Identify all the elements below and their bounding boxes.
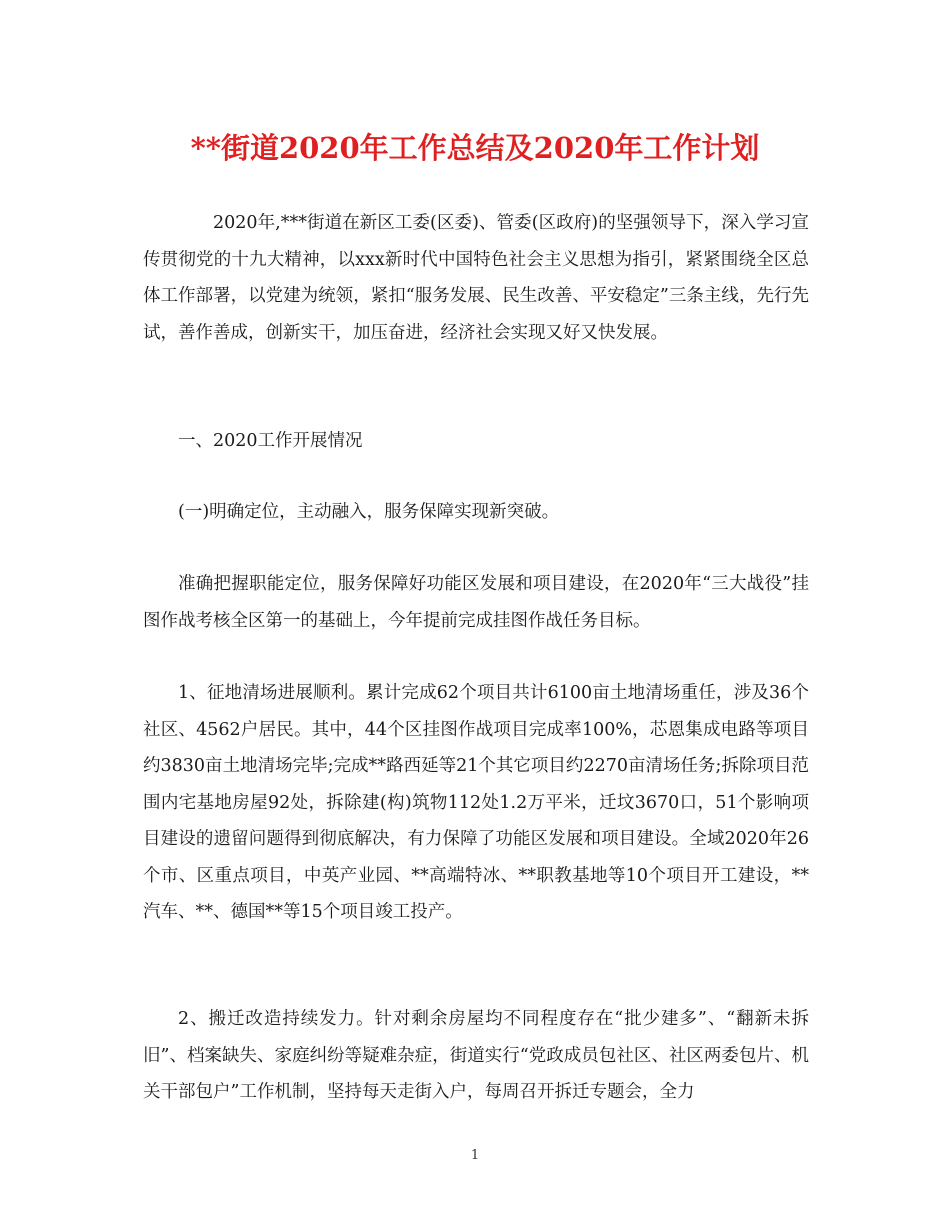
section-heading-1 [143,423,809,460]
paragraph-positioning-text: 准确把握职能定位，服务保障好功能区发展和项目建设，在2020年“三大战役”挂图作战考核全区第一的基础上，今年提前完成挂图作战任务目标。 [143,574,809,631]
paragraph-land-clearing-text: 1、征地清场进展顺利。累计完成62个项目共计6100亩土地清场重任，涉及36个社区、4562户居民。其中，44个区挂图作战项目完成率100%，芯恩集成电路等项目约3830亩土地清场完毕;完成**路西延等21个其它项目约2270亩清场任务;拆除项目范围内宅基地房屋92处，拆除建(构)筑物112处1.2万平米，迁坟3670口，51个影响项目建设的遗留问题得到彻底解决，有力保障了功能区发展和项目建设。全域2020年26个市、区重点项目，中英产业园、**高端特冰、**职教基地等10个项目开工建设，**汽车、**、德国**等15个项目竣工投产。 [143,683,809,922]
page-number: 1 [470,1148,480,1163]
paragraph-positioning [143,566,809,639]
section-heading-1-text: 一、2020工作开展情况 [178,431,363,451]
subsection-heading-1-text: (一)明确定位，主动融入，服务保障实现新突破。 [178,502,560,522]
document-title: **街道2020年工作总结及2020年工作计划 [190,131,760,165]
subsection-heading-1 [143,494,809,531]
paragraph-relocation [143,1001,809,1111]
paragraph-land-clearing [143,675,809,931]
paragraph-relocation-text: 2、搬迁改造持续发力。针对剩余房屋均不同程度存在“批少建多”、“翻新未拆旧”、档案缺失、家庭纠纷等疑难杂症，街道实行“党政成员包社区、社区两委包片、机关干部包户”工作机制，坚持每天走街入户，每周召开拆迁专题会，全力 [143,1009,809,1102]
intro-text: 2020年,***街道在新区工委(区委)、管委(区政府)的坚强领导下，深入学习宣传贯彻党的十九大精神，以xxx新时代中国特色社会主义思想为指引，紧紧围绕全区总体工作部署，以党建为统领，紧扣“服务发展、民生改善、平安稳定”三条主线，先行先试，善作善成，创新实干，加压奋进，经济社会实现又好又快发展。 [143,213,809,343]
intro-paragraph [143,205,809,351]
